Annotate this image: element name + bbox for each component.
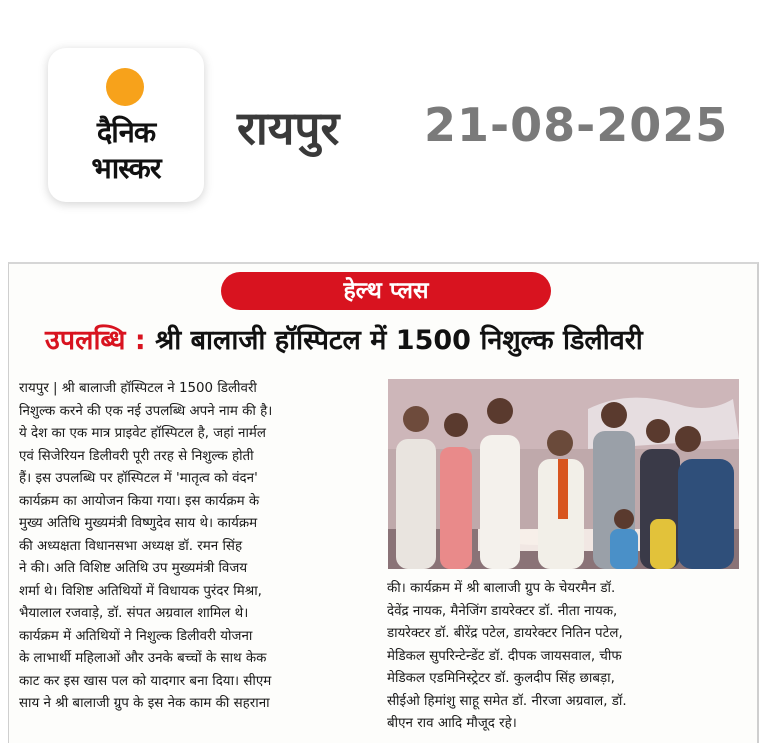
text-line: की। कार्यक्रम में श्री बालाजी ग्रुप के चेयरमैन डॉ. bbox=[387, 581, 616, 596]
text-line: सीईओ हिमांशु साहू समेत डॉ. नीरजा अग्रवाल, डॉ. bbox=[387, 693, 627, 709]
text-line: साय ने श्री बालाजी ग्रुप के इस नेक काम की सहराना bbox=[19, 696, 270, 711]
text-line: भैयालाल रजवाड़े, डॉ. संपत अग्रवाल शामिल थे। bbox=[19, 606, 249, 621]
text-line: देवेंद्र नायक, मैनेजिंग डायरेक्टर डॉ. नीता नायक, bbox=[387, 603, 618, 619]
text-line: बीएन राव आदि मौजूद रहे। bbox=[387, 716, 517, 731]
text-line: निशुल्क करने की एक नई उपलब्धि अपने नाम की है। bbox=[19, 403, 273, 419]
text-line: काट कर इस खास पल को यादगार बना दिया। सीएम bbox=[19, 673, 272, 689]
text-line: डायरेक्टर डॉ. बीरेंद्र पटेल, डायरेक्टर नितिन पटेल, bbox=[387, 626, 623, 641]
text-line: कार्यक्रम में अतिथियों ने निशुल्क डिलीवरी योजना bbox=[19, 628, 253, 644]
dainik-bhaskar-logo bbox=[48, 48, 204, 202]
text-line: ये देश का एक मात्र प्राइवेट हॉस्पिटल है, जहां नार्मल bbox=[19, 426, 267, 441]
text-line: शर्मा थे। विशिष्ट अतिथियों में विधायक पुरंदर मिश्रा, bbox=[19, 583, 262, 599]
newspaper-clipping bbox=[8, 262, 759, 743]
text-line: ने की। अति विशिष्ट अतिथि उप मुख्यमंत्री विजय bbox=[19, 561, 248, 576]
article-headline bbox=[45, 320, 643, 357]
logo-wordmark-line1: दैनिक bbox=[96, 115, 156, 149]
text-line: मेडिकल सुपरिन्टेन्डेंट डॉ. दीपक जायसवाल, चीफ bbox=[387, 648, 622, 664]
text-line: मुख्य अतिथि मुख्यमंत्री विष्णुदेव साय थे। कार्यक्रम bbox=[19, 516, 258, 531]
text-line: कार्यक्रम का आयोजन किया गया। इस कार्यक्रम के bbox=[19, 493, 260, 509]
headline-text: श्री बालाजी हॉस्पिटल में 1500 निशुल्क डिलीवरी bbox=[155, 325, 643, 356]
headline-tag: उपलब्धि : bbox=[45, 325, 146, 356]
edition-date: 21-08-2025 bbox=[424, 98, 729, 152]
text-line: की अध्यक्षता विधानसभा अध्यक्ष डॉ. रमन सिंह bbox=[19, 538, 243, 554]
text-line: हैं। इस उपलब्धि पर हॉस्पिटल में 'मातृत्व को वंदन' bbox=[19, 471, 258, 486]
article-column-right bbox=[387, 578, 741, 736]
edition-city: रायपुर bbox=[237, 101, 340, 155]
text-line: रायपुर | श्री बालाजी हॉस्पिटल ने 1500 डिलीवरी bbox=[19, 381, 257, 396]
event-photo bbox=[388, 379, 739, 569]
text-line: मेडिकल एडमिनिस्ट्रेटर डॉ. कुलदीप सिंह छाबड़ा, bbox=[387, 671, 615, 686]
section-label: हेल्थ प्लस bbox=[221, 272, 551, 310]
logo-wordmark-line2: भास्कर bbox=[91, 151, 161, 185]
text-line: के लाभार्थी महिलाओं और उनके बच्चों के साथ केक bbox=[19, 651, 267, 666]
sun-icon bbox=[106, 68, 144, 106]
text-line: एवं सिजेरियन डिलीवरी पूरी तरह से निशुल्क होती bbox=[19, 448, 254, 464]
article-column-left bbox=[19, 378, 375, 716]
